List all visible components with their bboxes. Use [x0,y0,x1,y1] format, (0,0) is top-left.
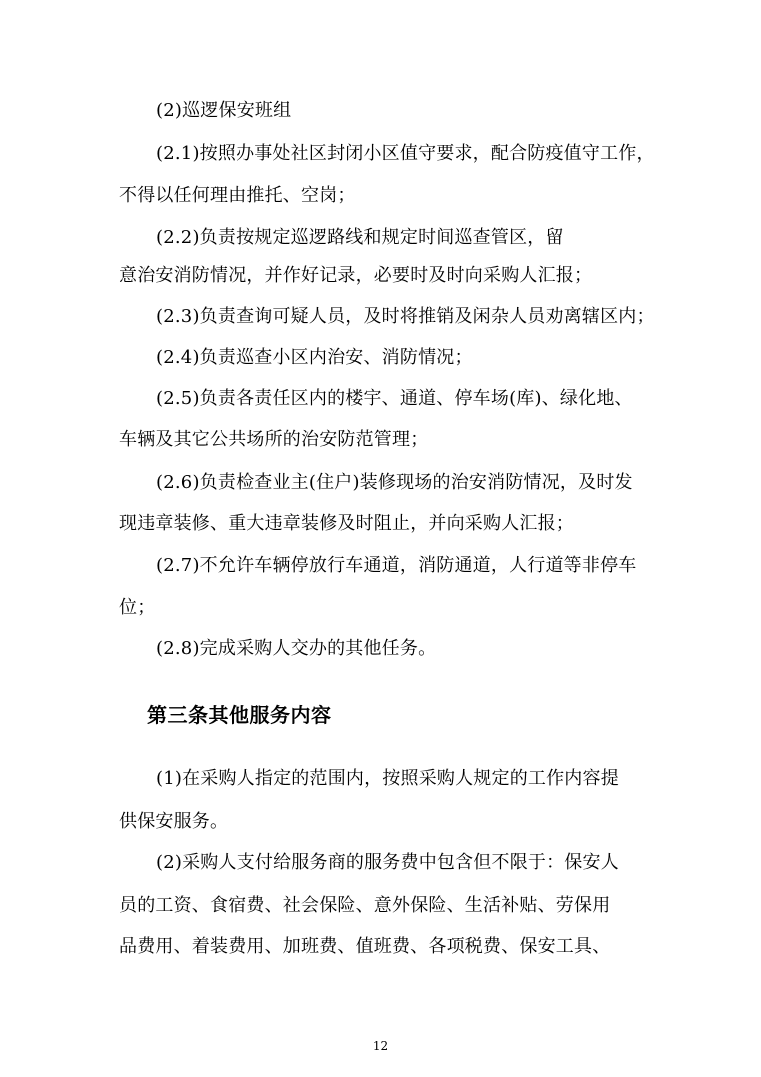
clause-2-1-line-2: 不得以任何理由推托、空岗； [119,185,356,206]
clause-2-8: (2.8)完成采购人交办的其他任务。 [156,638,437,659]
other-clause-2-line-3: 品费用、着装费用、加班费、值班费、各项税费、保安工具、 [119,936,611,957]
other-clause-2-line-1: (2)采购人支付给服务商的服务费中包含但不限于：保安人 [156,852,619,873]
clause-2-6-line-2: 现违章装修、重大违章装修及时阻止，并向采购人汇报； [119,513,574,534]
page-number: 12 [372,1039,389,1053]
clause-2-2-line-1: (2.2)负责按规定巡逻路线和规定时间巡查管区，留 [156,227,564,248]
other-clause-1-line-2: 供保安服务。 [119,811,229,832]
clause-2-2-line-2: 意治安消防情况，并作好记录，必要时及时向采购人汇报； [119,265,593,286]
section-heading: 第三条其他服务内容 [147,703,332,727]
other-clause-1-line-1: (1)在采购人指定的范围内，按照采购人规定的工作内容提 [156,768,619,789]
clause-2-6-line-1: (2.6)负责检查业主(住户)装修现场的治安消防情况，及时发 [156,472,633,493]
subsection-title-patrol-team: (2)巡逻保安班组 [156,100,292,121]
clause-2-5-line-2: 车辆及其它公共场所的治安防范管理； [119,429,429,450]
clause-2-7-line-1: (2.7)不允许车辆停放行车通道，消防通道，人行道等非停车 [156,555,637,576]
clause-2-7-line-2: 位； [119,597,156,618]
clause-2-3: (2.3)负责查询可疑人员，及时将推销及闲杂人员劝离辖区内； [156,306,655,327]
clause-2-4: (2.4)负责巡查小区内治安、消防情况； [156,347,473,368]
other-clause-2-line-2: 员的工资、食宿费、社会保险、意外保险、生活补贴、劳保用 [119,895,611,916]
clause-2-5-line-1: (2.5)负责各责任区内的楼宇、通道、停车场(库)、绿化地、 [156,388,633,409]
clause-2-1-line-1: (2.1)按照办事处社区封闭小区值守要求，配合防疫值守工作， [156,143,655,164]
